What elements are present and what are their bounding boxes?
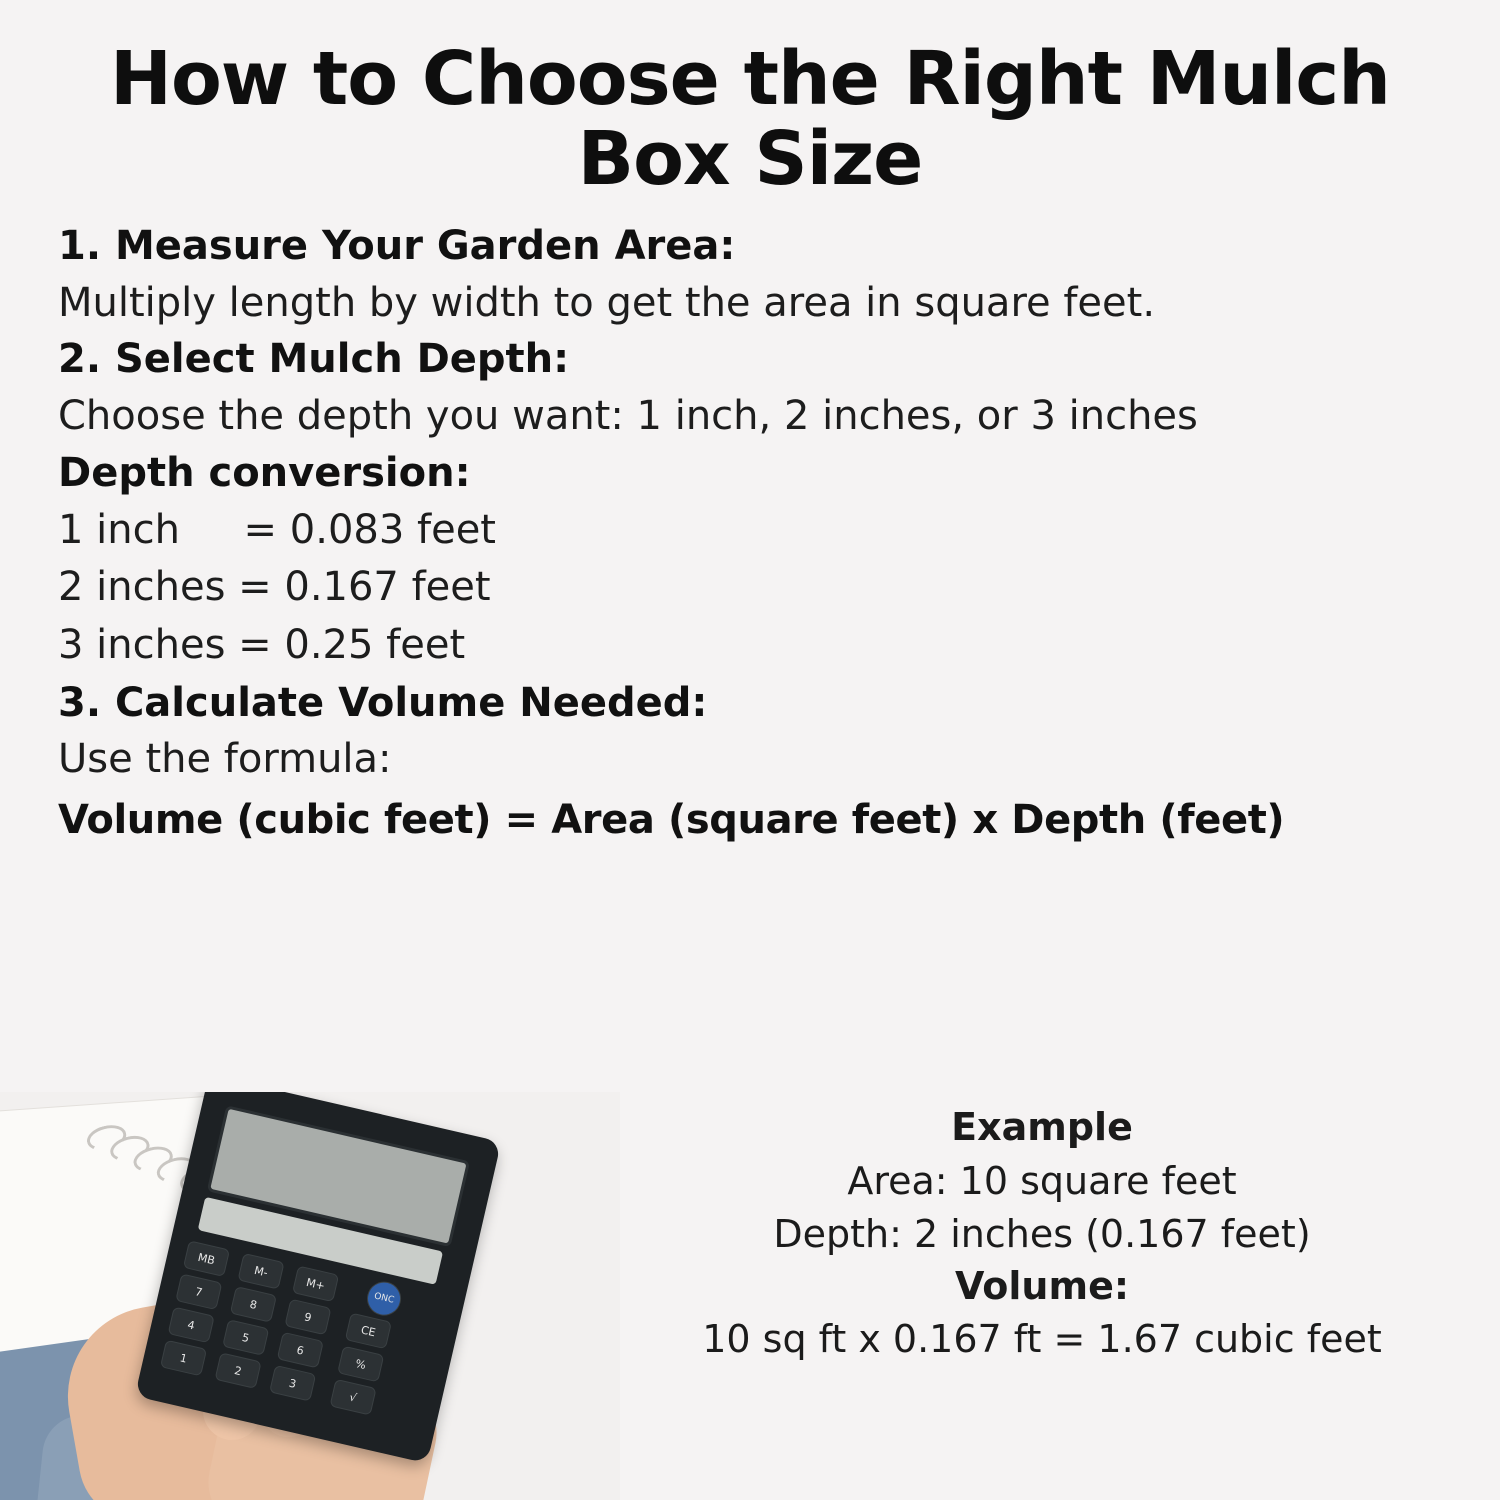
- step-2-heading: 2. Select Mulch Depth:: [58, 336, 570, 383]
- calculator-key-9: 9: [284, 1299, 331, 1336]
- example-title: Example: [951, 1105, 1133, 1149]
- depth-conversion-row: 2 inches = 0.167 feet: [58, 564, 491, 611]
- calculator-key-2: 2: [214, 1352, 261, 1389]
- calculator-key-3: 3: [269, 1365, 316, 1402]
- instructions-body: [58, 218, 1442, 848]
- calculator-key-1: 1: [160, 1340, 207, 1377]
- calculator-key-ce: CE: [345, 1313, 392, 1350]
- calculator-key-percent: %: [337, 1346, 384, 1383]
- calculator-key-mb: MB: [183, 1240, 230, 1277]
- depth-conversion-heading: Depth conversion:: [58, 450, 471, 496]
- page-title: How to Choose the Right Mulch Box Size: [110, 36, 1390, 202]
- step-2-text: Choose the depth you want: 1 inch, 2 inches, or 3 inches: [58, 393, 1198, 440]
- step-1-heading: 1. Measure Your Garden Area:: [58, 222, 736, 269]
- example-volume-label: Volume:: [954, 1264, 1130, 1309]
- calculator-key-7: 7: [175, 1273, 222, 1310]
- example-block: [642, 1102, 1442, 1365]
- example-volume-value: 10 sq ft x 0.167 ft = 1.67 cubic feet: [702, 1316, 1382, 1361]
- calculator-key-onc: ONC: [364, 1278, 405, 1319]
- calculator-key-m-minus: M-: [237, 1253, 284, 1290]
- calculator-key-6: 6: [277, 1332, 324, 1369]
- calculator-photo: [0, 1092, 620, 1500]
- step-3-heading: 3. Calculate Volume Needed:: [58, 679, 708, 726]
- volume-formula: Volume (cubic feet) = Area (square feet) x Depth (feet): [58, 797, 1285, 844]
- depth-conversion-row: 3 inches = 0.25 feet: [58, 621, 466, 668]
- step-1-text: Multiply length by width to get the area in square feet.: [58, 279, 1156, 326]
- calculator-key-4: 4: [168, 1307, 215, 1344]
- calculator-key-5: 5: [222, 1319, 269, 1356]
- lower-section: [0, 1092, 1500, 1500]
- calculator-key-m-plus: M+: [292, 1265, 339, 1302]
- example-area: Area: 10 square feet: [847, 1159, 1237, 1204]
- calculator-key-sqrt: √: [329, 1379, 376, 1416]
- example-depth: Depth: 2 inches (0.167 feet): [773, 1211, 1311, 1256]
- step-3-text: Use the formula:: [58, 736, 392, 783]
- calculator-key-8: 8: [230, 1286, 277, 1323]
- depth-conversion-row: 1 inch = 0.083 feet: [58, 506, 496, 553]
